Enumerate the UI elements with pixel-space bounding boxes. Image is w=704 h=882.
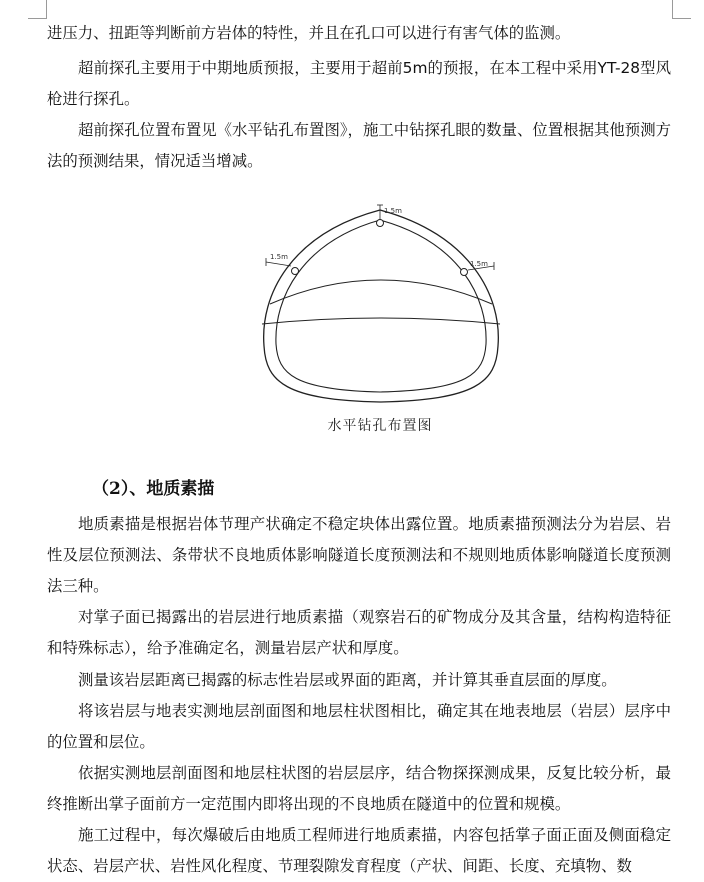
- paragraph-probe-layout: 超前探孔位置布置见《水平钻孔布置图》，施工中钻探孔眼的数量、位置根据其他预测方法的预测结果，情况适当增减。: [47, 121, 671, 170]
- drilling-layout-figure: [240, 196, 520, 436]
- hole-label-top: 1.5m: [384, 207, 402, 215]
- section-heading-geological-sketch: （2）、地质素描: [92, 479, 215, 499]
- paragraph-construction-sketch: 施工过程中，每次爆破后由地质工程师进行地质素描，内容包括掌子面正面及侧面稳定状态、岩层产状、岩性风化程度、节理裂隙发育程度（产状、间距、长度、充填物、数: [47, 826, 671, 875]
- upper-bench-line: [270, 280, 492, 304]
- drill-hole-top: [377, 220, 384, 227]
- paragraph-advance-probe: 超前探孔主要用于中期地质预报，主要用于超前5m的预报，在本工程中采用YT-28型风枪进行探孔。: [47, 59, 671, 108]
- paragraph-sketch-face: 对掌子面已揭露出的岩层进行地质素描（观察岩石的矿物成分及其含量，结构构造特征和特殊标志），给予准确定名，测量岩层产状和厚度。: [47, 608, 671, 657]
- drill-hole-left: [292, 268, 299, 275]
- lower-bench-line: [262, 318, 500, 324]
- figure-caption: 水平钻孔布置图: [327, 418, 433, 434]
- tunnel-outer-outline: [264, 210, 499, 402]
- drill-hole-right: [461, 269, 468, 276]
- tunnel-section-drawing: [240, 196, 520, 436]
- paragraph-sketch-definition: 地质素描是根据岩体节理产状确定不稳定块体出露位置。地质素描预测法分为岩层、岩性及层位预测法、条带状不良地质体影响隧道长度预测法和不规则地质体影响隧道长度预测法三种。: [47, 515, 671, 595]
- hole-label-left: 1.5m: [270, 253, 288, 261]
- paragraph-measure-distance: 测量该岩层距离已揭露的标志性岩层或界面的距离，并计算其垂直层面的厚度。: [78, 671, 617, 689]
- paragraph-infer-geology: 依据实测地层剖面图和地层柱状图的岩层层序，结合物探探测成果，反复比较分析，最终推断出掌子面前方一定范围内即将出现的不良地质在隧道中的位置和规模。: [47, 764, 671, 813]
- paragraph-gas-monitoring: 进压力、扭距等判断前方岩体的特性，并且在孔口可以进行有害气体的监测。: [47, 24, 571, 42]
- crop-mark-top-left: [28, 0, 47, 19]
- crop-mark-top-right: [672, 0, 691, 19]
- paragraph-compare-strata: 将该岩层与地表实测地层剖面图和地层柱状图相比，确定其在地表地层（岩层）层序中的位置和层位。: [47, 702, 671, 751]
- hole-label-right: 1.5m: [470, 260, 488, 268]
